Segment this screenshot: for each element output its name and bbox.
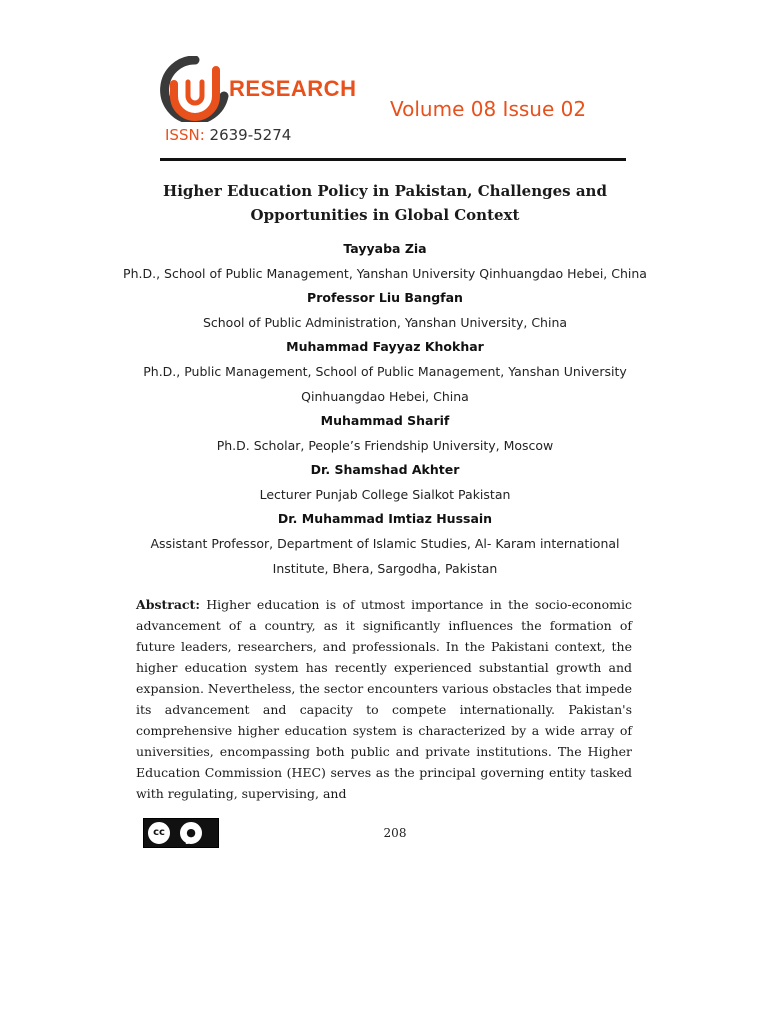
abstract: [136, 594, 632, 804]
volume-issue: Volume 08 Issue 02: [390, 97, 587, 121]
cc-by-license-icon[interactable]: [143, 818, 219, 848]
author-affiliation: Lecturer Punjab College Sialkot Pakistan: [259, 487, 511, 502]
author-affiliation: Assistant Professor, Department of Islamic Studies, Al- Karam international: [150, 536, 620, 551]
cc-icon: cc: [148, 822, 170, 844]
author-affiliation: Ph.D. Scholar, People’s Friendship University, Moscow: [216, 438, 554, 453]
title-line-1: Higher Education Policy in Pakistan, Challenges and: [163, 182, 607, 200]
header-rule: [160, 158, 626, 161]
author-name: Dr. Shamshad Akhter: [310, 462, 460, 477]
author-affiliation: Ph.D., Public Management, School of Public Management, Yanshan University: [143, 364, 627, 379]
by-label: BY: [185, 840, 193, 846]
author-affiliation: Qinhuangdao Hebei, China: [301, 389, 469, 404]
by-person-icon: ●: [180, 822, 202, 844]
author-affiliation: School of Public Administration, Yanshan University, China: [202, 315, 568, 330]
author-name: Dr. Muhammad Imtiaz Hussain: [277, 511, 493, 526]
abstract-label: Abstract:: [136, 597, 200, 612]
issn: [165, 126, 291, 144]
author-name: Professor Liu Bangfan: [307, 290, 463, 305]
paper-title: [160, 179, 610, 227]
abstract-text: Higher education is of utmost importance in the socio-economic advancement of a country, as it significantly influences the formation of future leaders, researchers, and professionals. In the Pakistani context, the higher education system has recently experienced substantial growth and expansion. Nevertheless, the sector encounters various obstacles that impede its advancement and capacity to compete internationally. Pakistan's comprehensive higher education system is characterized by a wide array of universities, encompassing both public and private institutions. The Higher Education Commission (HEC) serves as the principal governing entity tasked with regulating, supervising, and: [136, 597, 632, 801]
author-list: [120, 237, 650, 581]
author-affiliation: Institute, Bhera, Sargodha, Pakistan: [272, 561, 498, 576]
author-name: Muhammad Sharif: [320, 413, 450, 428]
author-name: Muhammad Fayyaz Khokhar: [286, 339, 484, 354]
journal-brand: RESEARCH: [229, 76, 357, 101]
journal-logo-icon: [160, 56, 230, 122]
author-name: Tayyaba Zia: [343, 241, 427, 256]
page-number: 208: [383, 826, 407, 840]
issn-value: 2639-5274: [209, 126, 292, 144]
issn-label: ISSN:: [165, 126, 205, 144]
title-line-2: Opportunities in Global Context: [250, 206, 520, 224]
author-affiliation: Ph.D., School of Public Management, Yanshan University Qinhuangdao Hebei, China: [123, 266, 647, 281]
